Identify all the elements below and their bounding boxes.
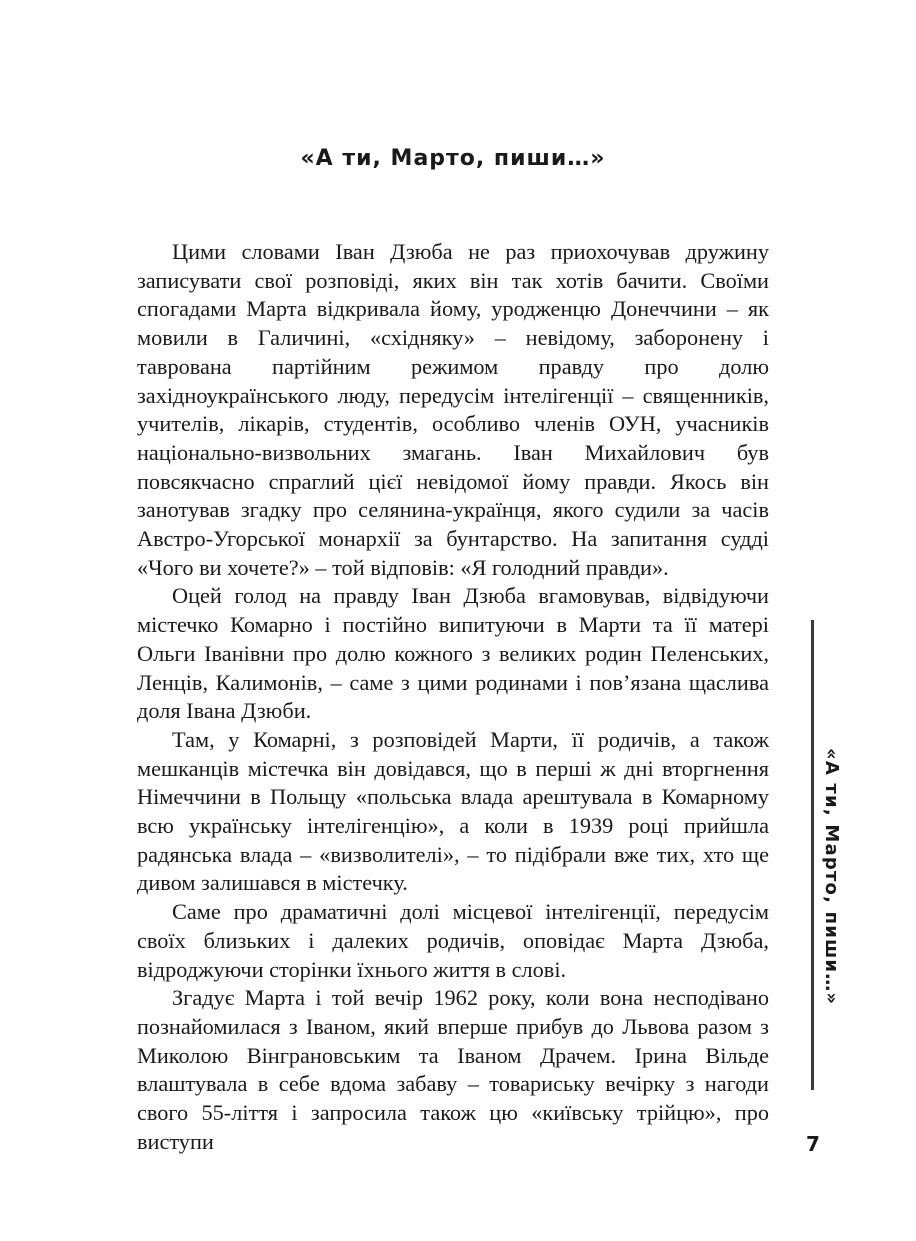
page-number: 7 (806, 1132, 820, 1156)
running-head: «А ти, Марто, пиши…» (821, 748, 842, 1006)
body-text (137, 238, 769, 1157)
paragraph-4: Саме про драматичні долі місцевої інтелігенції, передусім своїх близьких і далеких родичів, оповідає Марта Дзюба, відроджуючи сторінки їхнього життя в слові. (137, 899, 769, 982)
side-rule (811, 620, 814, 1090)
paragraph-3: Там, у Комарні, з розповідей Марти, її родичів, а також мешканців містечка він довідався, що в перші ж дні вторгнення Німеччини в Польщу «польська влада арештувала в Комарному всю українську інтелігенцію», а коли в 1939 році прийшла радянська влада – «визволителі», – то підібрали вже тих, хто ще дивом залишався в містечку. (137, 726, 769, 896)
chapter-title: «А ти, Марто, пиши…» (300, 146, 606, 171)
paragraph-1: Цими словами Іван Дзюба не раз приохочував дружину записувати свої розповіді, яких він так хотів бачити. Своїми спогадами Марта відкривала йому, уродженцю Донеччини – як мовили в Галичині, «східняку» – невідому, заборонену і таврована партійним режимом правду про долю західноукраїнського люду, передусім інтелігенції – священників, учителів, лікарів, студентів, особливо членів ОУН, учасників національно-визвольних змагань. Іван Михайлович був повсякчасно спраглий цієї невідомої йому правди. Якось він занотував згадку про селянина-українця, якого судили за часів Австро-Угорської монархії за бунтарство. На запитання судді «Чого ви хочете?» – той відповів: «Я голодний правди». (137, 239, 769, 580)
paragraph-5: Згадує Марта і той вечір 1962 року, коли вона несподівано познайомилася з Іваном, який вперше прибув до Львова разом з Миколою Вінграновським та Іваном Драчем. Ірина Вільде влаштувала в себе вдома забаву – товариську вечірку з нагоди свого 55-ліття і запросила також цю «київську трійцю», про виступи (137, 985, 769, 1154)
paragraph-2: Оцей голод на правду Іван Дзюба вгамовував, відвідуючи містечко Комарно і постійно випитуючи в Марти та її матері Ольги Іванівни про долю кожного з великих родин Пеленських, Ленців, Калимонів, – саме з цими родинами і пов’язана щаслива доля Івана Дзюби. (137, 583, 769, 724)
